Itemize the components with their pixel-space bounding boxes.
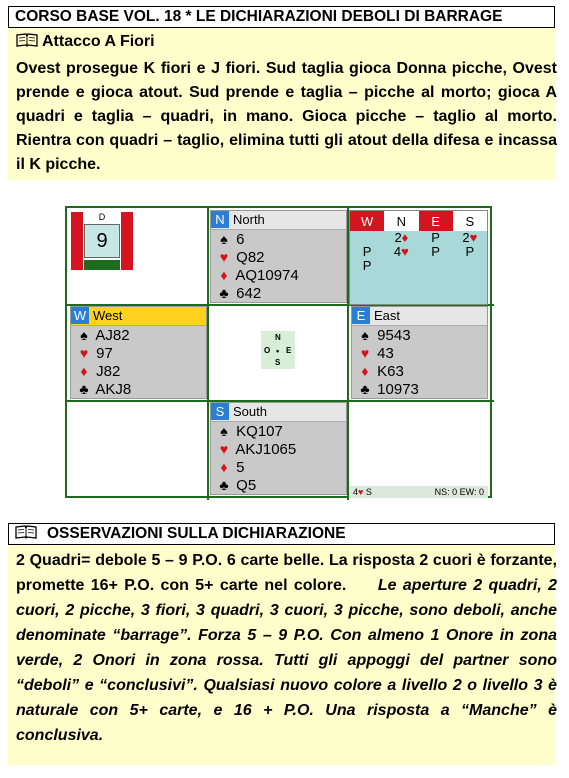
west-hearts: 97 [96,345,113,362]
north-spades: 6 [236,231,245,248]
auction-header-s: S [453,211,487,231]
score: NS: 0 EW: 0 [434,487,484,497]
spade-icon: ♠ [220,423,228,439]
heart-icon: ♥ [360,345,370,361]
observations-italic: Le aperture 2 quadri, 2 cuori, 2 picche, 3 fiori, 3 quadri, 3 cuori, 3 picche, sono deboli, anche denominate “barrage”. Forza 5 – 9 P.O. Con almeno 1 Onore in zona verde, 2 Onori in zona rossa. Tutti gli appoggi del partner sono “deboli” e “conclusivi”. Qualsiasi nuovo colore a livello 2 o livello 3 è naturale con 5+ carte, e 16 + P.O. Una risposta a “Manche” è conclusiva. [16,577,558,744]
compass-n: N [275,333,281,342]
dealer-label: D [84,212,120,223]
west-clubs: AKJ8 [95,381,132,398]
north-hand [210,210,347,303]
auction-round [350,231,487,245]
north-hearts: Q82 [236,249,265,266]
auction-call: 4♥ [393,244,409,259]
east-clubs: 10973 [377,381,419,398]
compass-s: S [275,358,281,367]
auction-header-e: E [419,211,453,231]
west-diamonds: J82 [96,363,121,380]
contract: 4♥ S [353,487,372,497]
bridge-diagram [65,206,492,498]
club-icon: ♣ [360,381,370,397]
east-spades: 9543 [377,327,411,344]
spade-icon: ♠ [80,327,88,343]
club-icon: ♣ [79,381,89,397]
east-hearts: 43 [377,345,394,362]
south-spades: KQ107 [236,423,283,440]
north-clubs: 642 [236,285,262,302]
book-icon [15,525,37,539]
auction-call: P [465,244,475,259]
auction-call: P [431,230,440,245]
heart-icon: ♥ [219,249,229,265]
grid-divider [207,208,209,500]
board-number: 9 [84,224,120,258]
east-hand [351,306,488,399]
auction-call [384,259,418,273]
auction-round [350,259,487,273]
auction-call [453,259,487,273]
west-hand [70,306,207,399]
page-title: CORSO BASE VOL. 18 * LE DICHIARAZIONI DEBOLI DI BARRAGE [8,6,555,28]
south-diamonds: 5 [236,459,245,476]
auction-call: P [362,244,372,259]
diamond-icon: ♦ [361,363,369,379]
south-hand [210,402,347,495]
observations-normal: 2 Quadri= debole 5 – 9 P.O. 6 carte belle. La risposta 2 cuori è forzante, promette 16+ P.O. con 5+ carte nel colore. [16,552,557,594]
club-icon: ♣ [219,477,229,493]
seat-badge-west: W [71,307,89,324]
result-bar [349,486,488,498]
south-clubs: Q5 [236,477,257,494]
auction-header-n: N [384,211,418,231]
west-spades: AJ82 [95,327,130,344]
spade-icon: ♠ [361,327,369,343]
play-description: Ovest prosegue K fiori e J fiori. Sud taglia gioca Donna picche, Ovest prende e gioca atout. Sud prende e taglia – picche al morto; gioca A quadri e taglia – quadri, in mano. Gioca picche – taglio al morto. Rientra con quadri – taglio, elimina tutti gli atout della difesa e incassa il K picche. [16,60,557,173]
spade-icon: ♠ [220,231,228,247]
seat-badge-north: N [211,211,229,228]
lead-subheading [16,32,155,52]
board-number-box [71,212,133,270]
seat-name-north: North [233,212,265,227]
compass-center: • [276,346,280,356]
seat-name-east: East [374,308,401,323]
section-heading-text: OSSERVAZIONI SULLA DICHIARAZIONE [47,525,346,542]
compass-e: E [286,346,292,355]
heart-icon: ♥ [219,441,229,457]
club-icon: ♣ [219,285,229,301]
auction-round [350,245,487,259]
south-hearts: AKJ1065 [235,441,297,458]
east-diamonds: K63 [377,363,404,380]
auction-call: P [362,258,372,273]
auction-box [349,210,488,305]
compass-o: O [264,346,271,355]
diamond-icon: ♦ [80,363,88,379]
seat-name-south: South [233,404,267,419]
seat-name-west: West [93,308,123,323]
subheading-text: Attacco A Fiori [42,33,155,50]
diamond-icon: ♦ [220,267,228,283]
section-heading [8,523,555,545]
observations-text [16,548,557,748]
seat-badge-east: E [352,307,370,324]
auction-call [419,259,453,273]
compass-icon [261,331,295,369]
book-icon [16,33,38,47]
auction-call: 2♥ [462,230,478,245]
seat-badge-south: S [211,403,229,420]
north-diamonds: AQ10974 [235,267,299,284]
auction-call: 2♦ [394,230,409,245]
auction-header-w: W [350,211,384,231]
auction-call: P [431,244,440,259]
heart-icon: ♥ [79,345,89,361]
auction-call [350,231,384,245]
diamond-icon: ♦ [220,459,228,475]
